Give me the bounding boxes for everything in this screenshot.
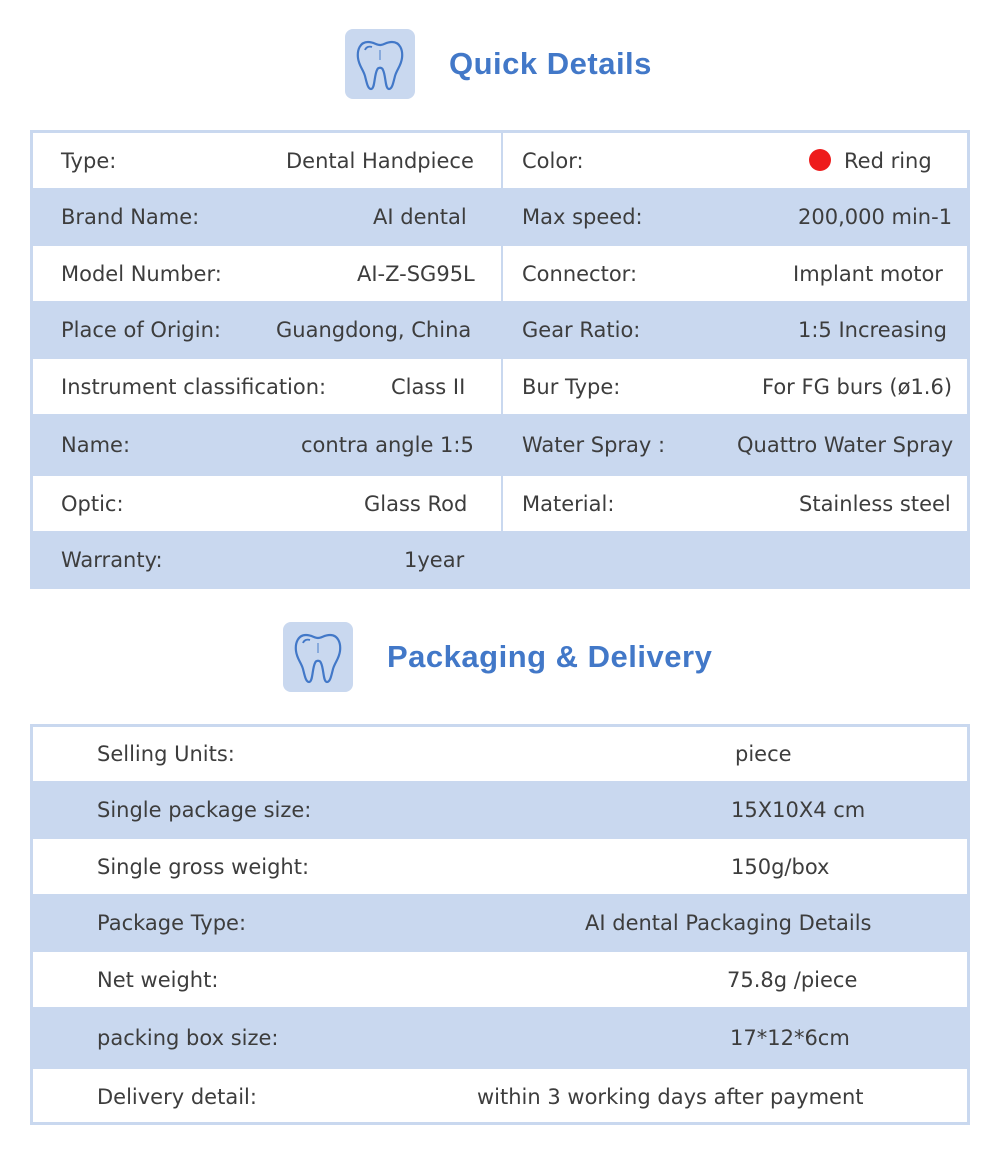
packaging-row-gross-weight	[33, 839, 967, 894]
detail-value: 200,000 min-1	[798, 205, 953, 229]
detail-row-warranty	[33, 531, 501, 589]
detail-row-name	[33, 414, 501, 476]
detail-label: Material:	[522, 491, 615, 516]
packaging-label: Single gross weight:	[97, 854, 310, 879]
detail-label: Brand Name:	[61, 205, 200, 229]
packaging-value: AI dental Packaging Details	[585, 911, 872, 935]
detail-row-gear-ratio	[503, 301, 970, 359]
red-ring-swatch	[809, 149, 831, 171]
packaging-heading	[283, 622, 712, 692]
detail-label: Water Spray :	[522, 433, 666, 457]
packaging-row-package-size	[33, 781, 967, 839]
detail-value: Dental Handpiece	[286, 148, 474, 173]
packaging-title: Packaging & Delivery	[387, 639, 713, 674]
packaging-label: Selling Units:	[97, 742, 235, 766]
quick-details-title: Quick Details	[449, 46, 652, 81]
packaging-label: packing box size:	[97, 1026, 279, 1050]
detail-value: contra angle 1:5	[301, 433, 474, 457]
packaging-row-net-weight	[33, 952, 967, 1007]
detail-label: Name:	[61, 433, 131, 457]
packaging-label: Package Type:	[97, 911, 247, 935]
detail-row-connector	[503, 246, 970, 301]
detail-value: Quattro Water Spray	[737, 433, 954, 457]
packaging-value: piece	[735, 742, 792, 766]
detail-row-type	[33, 133, 501, 188]
detail-row-material	[503, 476, 970, 531]
detail-row-model	[33, 246, 501, 301]
packaging-value: 17*12*6cm	[730, 1026, 850, 1050]
packaging-label: Delivery detail:	[97, 1085, 257, 1109]
quick-details-table	[30, 130, 970, 589]
packaging-row-selling-units	[33, 727, 967, 781]
detail-label: Place of Origin:	[61, 318, 221, 342]
detail-row-bur-type	[503, 359, 970, 414]
detail-value: Implant motor	[793, 261, 943, 286]
packaging-row-delivery	[33, 1069, 967, 1125]
detail-row-water-spray	[503, 414, 970, 476]
packaging-row-package-type	[33, 894, 967, 952]
detail-row-max-speed	[503, 188, 970, 246]
quick-details-right-column	[503, 133, 970, 586]
detail-value	[809, 149, 932, 173]
detail-row-empty	[503, 531, 970, 589]
packaging-value: within 3 working days after payment	[477, 1085, 864, 1109]
detail-value: For FG burs (ø1.6)	[762, 374, 953, 399]
detail-label: Instrument classification:	[61, 374, 327, 399]
tooth-icon	[345, 29, 415, 99]
detail-label: Bur Type:	[522, 374, 621, 399]
quick-details-heading	[345, 29, 652, 99]
detail-label: Gear Ratio:	[522, 318, 641, 342]
detail-value: AI-Z-SG95L	[357, 261, 475, 286]
detail-row-brand	[33, 188, 501, 246]
detail-value: Stainless steel	[799, 491, 951, 516]
packaging-table	[30, 724, 970, 1125]
packaging-value: 75.8g /piece	[727, 967, 858, 992]
packaging-label: Net weight:	[97, 967, 219, 992]
detail-value: Class II	[391, 374, 466, 399]
color-value-text: Red ring	[844, 148, 932, 173]
packaging-label: Single package size:	[97, 798, 312, 822]
detail-row-optic	[33, 476, 501, 531]
tooth-icon	[283, 622, 353, 692]
detail-row-classification	[33, 359, 501, 414]
detail-label: Color:	[522, 148, 584, 173]
quick-details-left-column	[33, 133, 501, 586]
detail-value: Glass Rod	[364, 491, 468, 516]
detail-label: Connector:	[522, 261, 638, 286]
detail-label: Optic:	[61, 491, 124, 516]
detail-value: 1year	[404, 548, 465, 572]
packaging-value: 150g/box	[731, 854, 830, 879]
detail-row-color	[503, 133, 970, 188]
packaging-row-box-size	[33, 1007, 967, 1069]
packaging-value: 15X10X4 cm	[731, 798, 866, 822]
detail-label: Warranty:	[61, 548, 163, 572]
detail-value: Guangdong, China	[276, 318, 472, 342]
detail-row-origin	[33, 301, 501, 359]
detail-label: Type:	[61, 148, 117, 173]
detail-label: Model Number:	[61, 261, 222, 286]
detail-value: 1:5 Increasing	[798, 318, 947, 342]
detail-label: Max speed:	[522, 205, 643, 229]
detail-value: AI dental	[373, 205, 467, 229]
